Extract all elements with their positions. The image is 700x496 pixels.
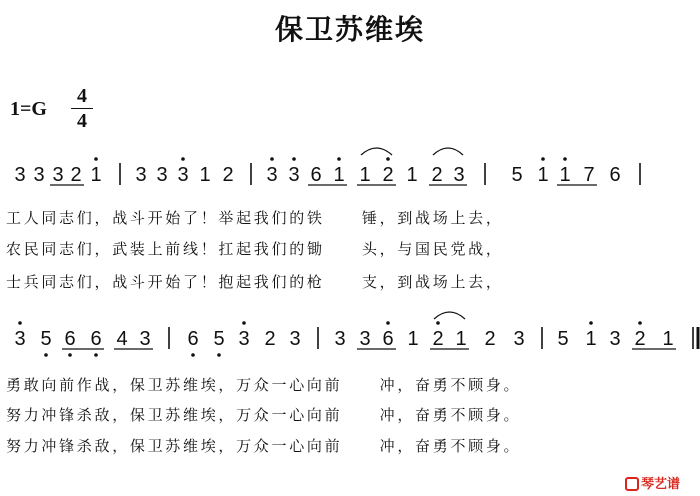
octave-dot (337, 157, 341, 161)
note: 3 (14, 164, 26, 186)
lyric-line: 农民同志们，武装上前线！扛起我们的锄 头，与国民党战， (6, 240, 504, 258)
octave-dot (44, 353, 48, 357)
note: 3 (334, 328, 346, 350)
slur (361, 148, 392, 155)
note: 2 (382, 164, 394, 186)
note: 1 (333, 164, 345, 186)
note: 2 (431, 164, 443, 186)
octave-dot (270, 157, 274, 161)
time-signature-top: 4 (77, 85, 87, 107)
note: 6 (310, 164, 322, 186)
note: 3 (177, 164, 189, 186)
note: 1 (559, 164, 571, 186)
note: 7 (583, 164, 595, 186)
octave-dot (181, 157, 185, 161)
lyric-line: 士兵同志们，战斗开始了！抱起我们的枪 支，到战场上去， (6, 273, 504, 291)
time-signature-bottom: 4 (77, 110, 87, 132)
octave-dot (94, 353, 98, 357)
key-signature: 1=G (10, 98, 47, 120)
note: 3 (156, 164, 168, 186)
note: 3 (513, 328, 525, 350)
note: 3 (609, 328, 621, 350)
octave-dot (563, 157, 567, 161)
note: 1 (455, 328, 467, 350)
lyric-line: 努力冲锋杀敌，保卫苏维埃，万众一心向前 冲，奋勇不顾身。 (6, 406, 522, 424)
note: 5 (511, 164, 523, 186)
note: 1 (537, 164, 549, 186)
notation-row-2 (14, 312, 698, 357)
octave-dot (18, 321, 22, 325)
note: 1 (359, 164, 371, 186)
note: 6 (90, 328, 102, 350)
note: 3 (52, 164, 64, 186)
note: 2 (484, 328, 496, 350)
note: 1 (199, 164, 211, 186)
note: 4 (116, 328, 128, 350)
octave-dot (68, 353, 72, 357)
note: 2 (432, 328, 444, 350)
note: 3 (359, 328, 371, 350)
note: 3 (33, 164, 45, 186)
note: 2 (264, 328, 276, 350)
lyric-line: 勇敢向前作战，保卫苏维埃，万众一心向前 冲，奋勇不顾身。 (6, 376, 522, 394)
watermark-text: 琴艺谱 (641, 477, 681, 492)
note: 5 (40, 328, 52, 350)
note: 3 (288, 164, 300, 186)
note: 3 (238, 328, 250, 350)
note: 3 (135, 164, 147, 186)
octave-dot (242, 321, 246, 325)
page-title: 保卫苏维埃 (274, 13, 425, 46)
note: 6 (187, 328, 199, 350)
logo-icon (625, 477, 639, 491)
note: 5 (213, 328, 225, 350)
octave-dot (217, 353, 221, 357)
octave-dot (638, 321, 642, 325)
lyric-line: 工人同志们，战斗开始了！举起我们的铁 锤，到战场上去， (6, 209, 504, 227)
octave-dot (386, 321, 390, 325)
octave-dot (436, 321, 440, 325)
octave-dot (589, 321, 593, 325)
note: 1 (662, 328, 674, 350)
note: 1 (407, 328, 419, 350)
note: 5 (557, 328, 569, 350)
note: 1 (406, 164, 418, 186)
octave-dot (191, 353, 195, 357)
note: 3 (289, 328, 301, 350)
slur (433, 148, 463, 155)
note: 6 (382, 328, 394, 350)
note: 3 (14, 328, 26, 350)
note: 3 (139, 328, 151, 350)
octave-dot (386, 157, 390, 161)
octave-dot (292, 157, 296, 161)
note: 6 (609, 164, 621, 186)
octave-dot (94, 157, 98, 161)
note: 2 (634, 328, 646, 350)
note: 6 (64, 328, 76, 350)
note: 3 (266, 164, 278, 186)
note: 1 (585, 328, 597, 350)
note: 2 (222, 164, 234, 186)
lyric-line: 努力冲锋杀敌，保卫苏维埃，万众一心向前 冲，奋勇不顾身。 (6, 437, 522, 455)
note: 3 (453, 164, 465, 186)
watermark (625, 473, 680, 492)
octave-dot (541, 157, 545, 161)
note: 2 (70, 164, 82, 186)
note: 1 (90, 164, 102, 186)
slur (434, 312, 465, 319)
notation-row-1 (14, 148, 640, 186)
